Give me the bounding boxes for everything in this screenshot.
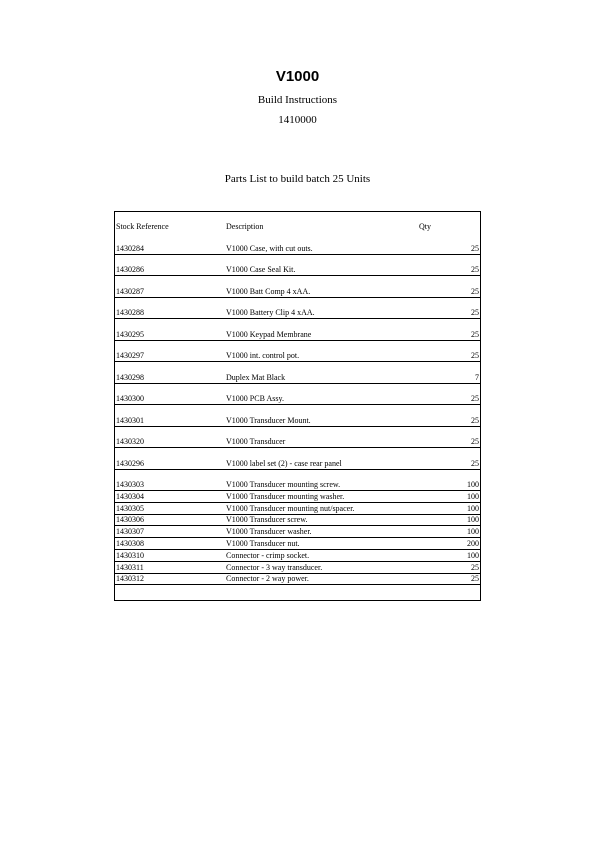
row-qty: 100 bbox=[467, 503, 479, 513]
row-description: V1000 label set (2) - case rear panel bbox=[226, 458, 342, 468]
row-description: Duplex Mat Black bbox=[226, 372, 286, 382]
row-qty: 25 bbox=[471, 351, 479, 360]
table-row bbox=[115, 427, 480, 449]
row-qty: 25 bbox=[471, 458, 479, 468]
row-qty: 100 bbox=[467, 480, 479, 489]
row-stock-reference: 1430311 bbox=[116, 562, 144, 572]
table-row bbox=[115, 526, 480, 538]
row-stock-reference: 1430287 bbox=[116, 286, 144, 296]
table-row bbox=[115, 562, 480, 574]
row-stock-reference: 1430307 bbox=[116, 527, 144, 537]
table-row bbox=[115, 319, 480, 341]
row-stock-reference: 1430303 bbox=[116, 480, 144, 489]
table-row bbox=[115, 538, 480, 550]
row-qty: 25 bbox=[471, 415, 479, 425]
row-stock-reference: 1430310 bbox=[116, 550, 144, 560]
row-qty: 200 bbox=[467, 538, 479, 548]
row-description: Connector - crimp socket. bbox=[226, 550, 310, 560]
table-row bbox=[115, 503, 480, 515]
document-subtitle: Build Instructions bbox=[257, 94, 338, 106]
row-stock-reference: 1430284 bbox=[116, 243, 144, 253]
row-qty: 25 bbox=[471, 394, 479, 403]
row-qty: 25 bbox=[471, 562, 479, 572]
table-row bbox=[115, 341, 480, 363]
row-qty: 100 bbox=[467, 491, 479, 501]
row-description: V1000 PCB Assy. bbox=[226, 394, 284, 403]
row-qty: 25 bbox=[471, 243, 479, 253]
row-description: V1000 Case, with cut outs. bbox=[226, 243, 313, 253]
row-description: V1000 Transducer bbox=[226, 437, 286, 446]
row-description: V1000 Transducer mounting nut/spacer. bbox=[226, 503, 355, 513]
row-description: V1000 Transducer screw. bbox=[226, 515, 308, 525]
row-qty: 100 bbox=[467, 550, 479, 560]
row-qty: 7 bbox=[475, 372, 479, 382]
row-description: V1000 Transducer nut. bbox=[226, 538, 300, 548]
row-stock-reference: 1430300 bbox=[116, 394, 144, 403]
row-qty: 25 bbox=[471, 574, 479, 584]
batch-heading: Parts List to build batch 25 Units bbox=[224, 173, 371, 185]
table-row bbox=[115, 405, 480, 427]
table-row bbox=[115, 550, 480, 562]
row-qty: 100 bbox=[467, 527, 479, 537]
row-stock-reference: 1430306 bbox=[116, 515, 144, 525]
table-row bbox=[115, 515, 480, 527]
table-row bbox=[115, 448, 480, 470]
row-qty: 25 bbox=[471, 329, 479, 339]
table-row bbox=[115, 384, 480, 406]
row-description: V1000 Keypad Membrane bbox=[226, 329, 312, 339]
document-number: 1410000 bbox=[278, 114, 317, 126]
header-qty: Qty bbox=[419, 222, 431, 231]
row-stock-reference: 1430286 bbox=[116, 265, 144, 274]
row-description: V1000 Battery Clip 4 xAA. bbox=[226, 308, 315, 317]
row-description: Connector - 2 way power. bbox=[226, 574, 309, 584]
row-description: V1000 Transducer washer. bbox=[226, 527, 312, 537]
row-stock-reference: 1430298 bbox=[116, 372, 144, 382]
row-qty: 25 bbox=[471, 265, 479, 274]
table-row bbox=[115, 255, 480, 277]
document-title: V1000 bbox=[275, 68, 320, 85]
row-stock-reference: 1430304 bbox=[116, 491, 144, 501]
row-stock-reference: 1430296 bbox=[116, 458, 144, 468]
row-stock-reference: 1430297 bbox=[116, 351, 144, 360]
header-stock-reference: Stock Reference bbox=[116, 222, 169, 231]
row-description: Connector - 3 way transducer. bbox=[226, 562, 323, 572]
table-row bbox=[115, 470, 480, 492]
row-description: V1000 Transducer Mount. bbox=[226, 415, 311, 425]
table-row bbox=[115, 298, 480, 320]
row-stock-reference: 1430301 bbox=[116, 415, 144, 425]
table-row bbox=[115, 574, 480, 586]
row-description: V1000 int. control pot. bbox=[226, 351, 300, 360]
row-qty: 25 bbox=[471, 286, 479, 296]
row-stock-reference: 1430288 bbox=[116, 308, 144, 317]
row-stock-reference: 1430295 bbox=[116, 329, 144, 339]
row-description: V1000 Transducer mounting screw. bbox=[226, 480, 341, 489]
row-description: V1000 Case Seal Kit. bbox=[226, 265, 296, 274]
table-row bbox=[115, 362, 480, 384]
row-stock-reference: 1430320 bbox=[116, 437, 144, 446]
table-row bbox=[115, 233, 480, 255]
row-qty: 25 bbox=[471, 437, 479, 446]
row-qty: 100 bbox=[467, 515, 479, 525]
row-qty: 25 bbox=[471, 308, 479, 317]
row-stock-reference: 1430308 bbox=[116, 538, 144, 548]
row-stock-reference: 1430312 bbox=[116, 574, 144, 584]
table-row bbox=[115, 491, 480, 503]
row-description: V1000 Transducer mounting washer. bbox=[226, 491, 345, 501]
table-row bbox=[115, 276, 480, 298]
header-description: Description bbox=[226, 222, 264, 231]
row-stock-reference: 1430305 bbox=[116, 503, 144, 513]
row-description: V1000 Batt Comp 4 xAA. bbox=[226, 286, 311, 296]
parts-list-table bbox=[114, 211, 481, 601]
